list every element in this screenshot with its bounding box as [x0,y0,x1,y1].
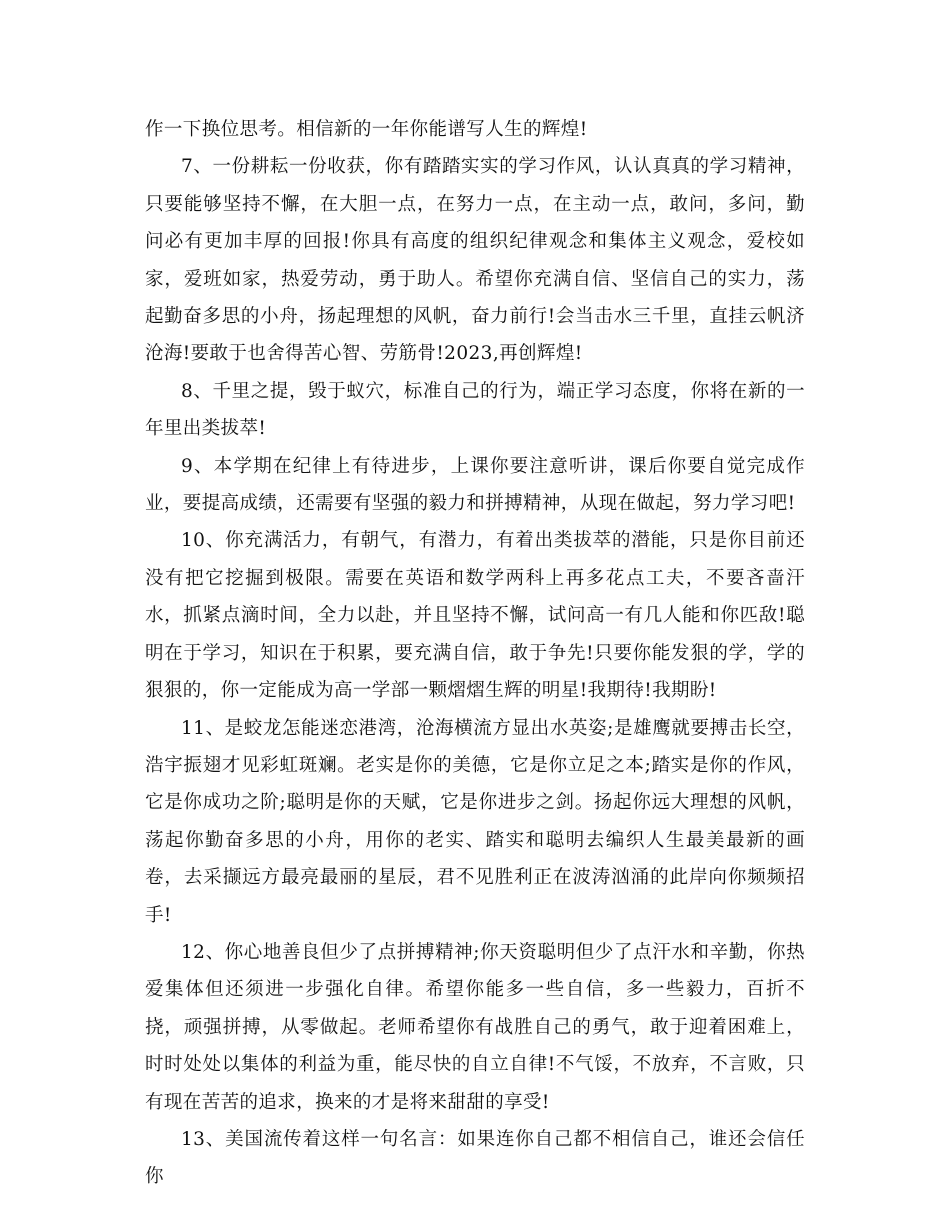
paragraph-item-12: 12、你心地善良但少了点拼搏精神;你天资聪明但少了点汗水和辛勤，你热爱集体但还须进一步强化自律。希望你能多一些自信，多一些毅力，百折不挠，顽强拼搏，从零做起。老师希望你有战胜自己的勇气，敢于迎着困难上，时时处处以集体的利益为重，能尽快的自立自律!不气馁，不放弃，不言败，只有现在苦苦的追求，换来的才是将来甜甜的享受! [145,941,805,1113]
paragraph-item-11: 11、是蛟龙怎能迷恋港湾，沧海横流方显出水英姿;是雄鹰就要搏击长空，浩宇振翅才见彩虹斑斓。老实是你的美德，它是你立足之本;踏实是你的作风，它是你成功之阶;聪明是你的天赋，它是你进步之剑。扬起你远大理想的风帆，荡起你勤奋多思的小舟，用你的老实、踏实和聪明去编织人生最美最新的画卷，去采撷远方最亮最丽的星辰，君不见胜利正在波涛汹涌的此岸向你频频招手! [145,717,805,926]
paragraph-item-8: 8、千里之提，毁于蚁穴，标准自己的行为，端正学习态度，你将在新的一年里出类拔萃! [145,380,805,440]
paragraph-continuation: 作一下换位思考。相信新的一年你能谱写人生的辉煌! [145,119,588,140]
document-page [145,111,805,1196]
paragraph-item-10: 10、你充满活力，有朝气，有潜力，有着出类拔萃的潜能，只是你目前还没有把它挖掘到极限。需要在英语和数学两科上再多花点工夫，不要吝啬汗水，抓紧点滴时间，全力以赴，并且坚持不懈，试问高一有几人能和你匹敌!聪明在于学习，知识在于积累，要充满自信，敢于争先!只要你能发狠的学，学的狠狠的，你一定能成为高一学部一颗熠熠生辉的明星!我期待!我期盼! [145,530,805,702]
paragraph-item-13: 13、美国流传着这样一句名言：如果连你自己都不相信自己，谁还会信任你 [145,1128,805,1188]
paragraph-item-9: 9、本学期在纪律上有待进步，上课你要注意听讲，课后你要自觉完成作业，要提高成绩，还需要有坚强的毅力和拼搏精神，从现在做起，努力学习吧! [145,455,805,515]
paragraph-item-7: 7、一份耕耘一份收获，你有踏踏实实的学习作风，认认真真的学习精神，只要能够坚持不懈，在大胆一点，在努力一点，在主动一点，敢问，多问，勤问必有更加丰厚的回报!你具有高度的组织纪律观念和集体主义观念，爱校如家，爱班如家，热爱劳动，勇于助人。希望你充满自信、坚信自己的实力，荡起勤奋多思的小舟，扬起理想的风帆，奋力前行!会当击水三千里，直挂云帆济沧海!要敢于也舍得苦心智、劳筋骨!2023,再创辉煌! [145,156,805,365]
